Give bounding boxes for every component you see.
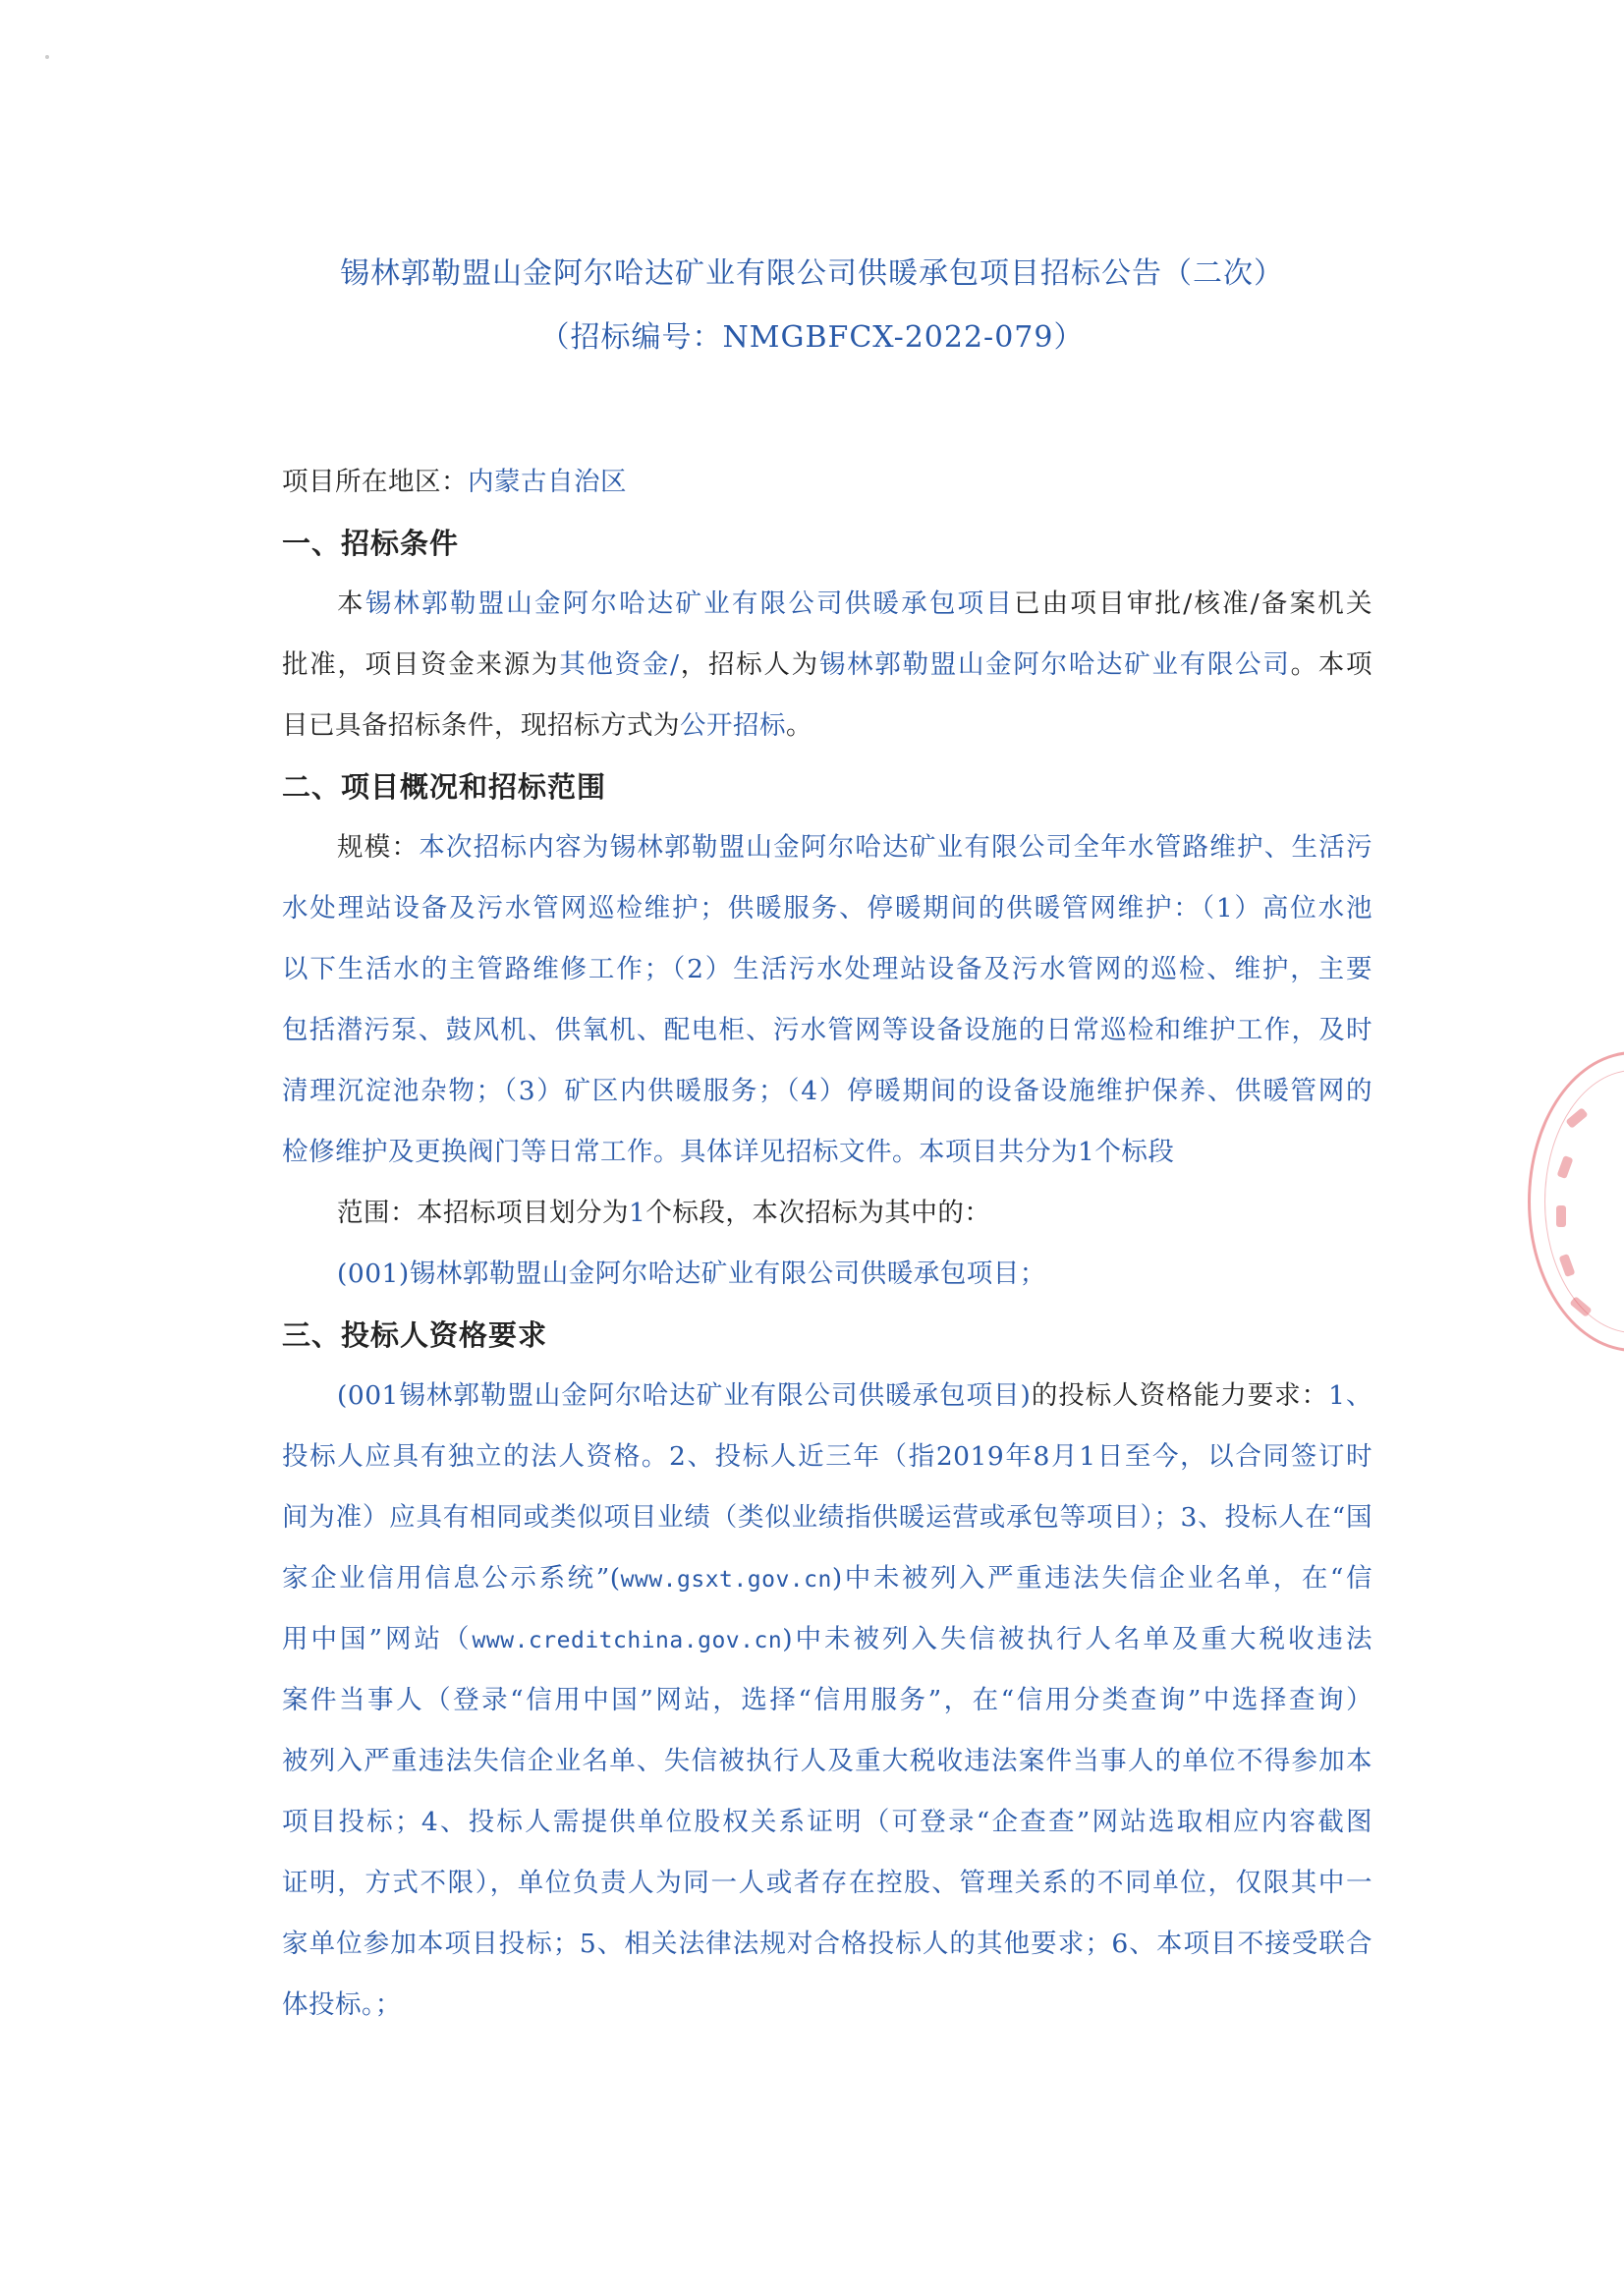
bid-number [0, 312, 1624, 356]
text-segment: 的投标人资格能力要求： [1031, 1380, 1329, 1411]
section1-heading: 一、招标条件 [282, 527, 460, 560]
section2-heading: 二、项目概况和招标范围 [282, 770, 607, 804]
scale-line [282, 878, 1372, 939]
document-body [282, 452, 1372, 2036]
text-segment: 体投标。； [282, 1989, 402, 2020]
text-segment: 。本项 [1290, 649, 1372, 680]
text-segment: 。 [786, 710, 812, 741]
text-segment: 目已具备招标条件，现招标方式为 [282, 710, 680, 741]
section3-line [282, 1609, 1372, 1670]
bid-number-close: ） [1053, 320, 1085, 355]
text-segment: 项目投标；4、投标人需提供单位股权关系证明（可登录“企查查”网站选取相应内容截图 [282, 1807, 1372, 1837]
lot-line: (001)锡林郭勒盟山金阿尔哈达矿业有限公司供暖承包项目； [337, 1259, 1046, 1289]
bid-number-open: （ [539, 320, 571, 355]
document-title: 锡林郭勒盟山金阿尔哈达矿业有限公司供暖承包项目招标公告（二次） [340, 256, 1284, 291]
text-segment: 包括潜污泵、鼓风机、供氧机、配电柜、污水管网等设备设施的日常巡检和维护工作，及时 [282, 1015, 1372, 1045]
section2-range [282, 1183, 1372, 1244]
text-segment: 1 [629, 1198, 646, 1228]
text-segment: 水处理站设备及污水管网巡检维护；供暖服务、停暖期间的供暖管网维护：（1）高位水池 [282, 893, 1372, 924]
section1-body [282, 574, 1372, 756]
section3-heading: 三、投标人资格要求 [282, 1318, 548, 1352]
section3-line [282, 1670, 1372, 1731]
text-segment: 个标段，本次招标为其中的： [645, 1198, 991, 1228]
bid-number-value: NMGBFCX-2022-079 [722, 320, 1054, 355]
text-segment: 被列入严重违法失信企业名单、失信被执行人及重大税收违法案件当事人的单位不得参加本 [282, 1746, 1372, 1776]
text-segment: 规模： [337, 832, 420, 863]
section3-line [282, 1731, 1372, 1792]
text-segment: www.creditchina.gov.cn [472, 1628, 783, 1653]
text-segment: www.gsxt.gov.cn [620, 1567, 832, 1593]
text-segment: 已由项目审批/核准/备案机关 [1013, 588, 1372, 619]
text-segment: 公开招标 [680, 710, 786, 741]
region-line [282, 452, 1372, 513]
text-segment: 案件当事人（登录“信用中国”网站，选择“信用服务”，在“信用分类查询”中选择查询） [282, 1685, 1372, 1715]
section1-line [282, 696, 1372, 756]
text-segment: 间为准）应具有相同或类似项目业绩（类似业绩指供暖运营或承包等项目）；3、投标人在“国 [282, 1502, 1372, 1533]
scan-speck [45, 55, 49, 59]
section1-line [282, 635, 1372, 696]
section3-line [282, 1487, 1372, 1548]
region-value: 内蒙古自治区 [468, 467, 627, 497]
text-segment: 投标人应具有独立的法人资格。2、投标人近三年（指2019年8月1日至今，以合同签订时 [282, 1441, 1372, 1472]
text-segment: 其他资金/ [559, 649, 680, 680]
text-segment: 用中国”网站（ [282, 1624, 473, 1654]
scale-line [282, 817, 1372, 878]
scale-line [282, 1000, 1372, 1061]
section1-line [282, 574, 1372, 635]
section3-line [282, 1427, 1372, 1487]
text-segment: 清理沉淀池杂物；（3）矿区内供暖服务；（4）停暖期间的设备设施维护保养、供暖管网的 [282, 1076, 1372, 1106]
section3-line [282, 1975, 1372, 2036]
text-segment: 锡林郭勒盟山金阿尔哈达矿业有限公司供暖承包项目 [364, 588, 1014, 619]
section3-line [282, 1914, 1372, 1975]
text-segment: (001锡林郭勒盟山金阿尔哈达矿业有限公司供暖承包项目) [337, 1380, 1032, 1411]
seal-glyph [1556, 1205, 1566, 1227]
section3-line [282, 1548, 1372, 1609]
text-segment: 检修维护及更换阀门等日常工作。具体详见招标文件。本项目共分为1个标段 [282, 1137, 1175, 1167]
text-segment: 以下生活水的主管路维修工作；（2）生活污水处理站设备及污水管网的巡检、维护，主要 [282, 954, 1372, 984]
text-segment: 家单位参加本项目投标；5、相关法律法规对合格投标人的其他要求；6、本项目不接受联合 [282, 1929, 1372, 1959]
scale-line [282, 939, 1372, 1000]
text-segment: 1、 [1328, 1380, 1372, 1411]
text-segment: 本次招标内容为锡林郭勒盟山金阿尔哈达矿业有限公司全年水管路维护、生活污 [419, 832, 1372, 863]
section3-line [282, 1792, 1372, 1853]
text-segment: ，招标人为 [679, 649, 819, 680]
official-seal [1528, 1051, 1624, 1352]
section3-body [282, 1366, 1372, 2036]
section2-scale [282, 817, 1372, 1183]
text-segment: 证明，方式不限），单位负责人为同一人或者存在控股、管理关系的不同单位，仅限其中一 [282, 1868, 1372, 1898]
text-segment: 范围：本招标项目划分为 [337, 1198, 629, 1228]
section3-line [282, 1853, 1372, 1914]
text-segment: )中未被列入严重违法失信企业名单，在“信 [831, 1563, 1372, 1594]
text-segment: 锡林郭勒盟山金阿尔哈达矿业有限公司 [818, 649, 1291, 680]
region-label: 项目所在地区： [282, 467, 468, 497]
text-segment: 家企业信用信息公示系统”( [282, 1563, 621, 1594]
text-segment: )中未被列入失信被执行人名单及重大税收违法 [782, 1624, 1372, 1654]
text-segment: 批准，项目资金来源为 [282, 649, 560, 680]
scale-line [282, 1122, 1372, 1183]
text-segment: 本 [337, 588, 365, 619]
bid-number-label: 招标编号： [570, 320, 723, 355]
section3-line [282, 1366, 1372, 1427]
range-line [282, 1183, 1372, 1244]
scale-line [282, 1061, 1372, 1122]
